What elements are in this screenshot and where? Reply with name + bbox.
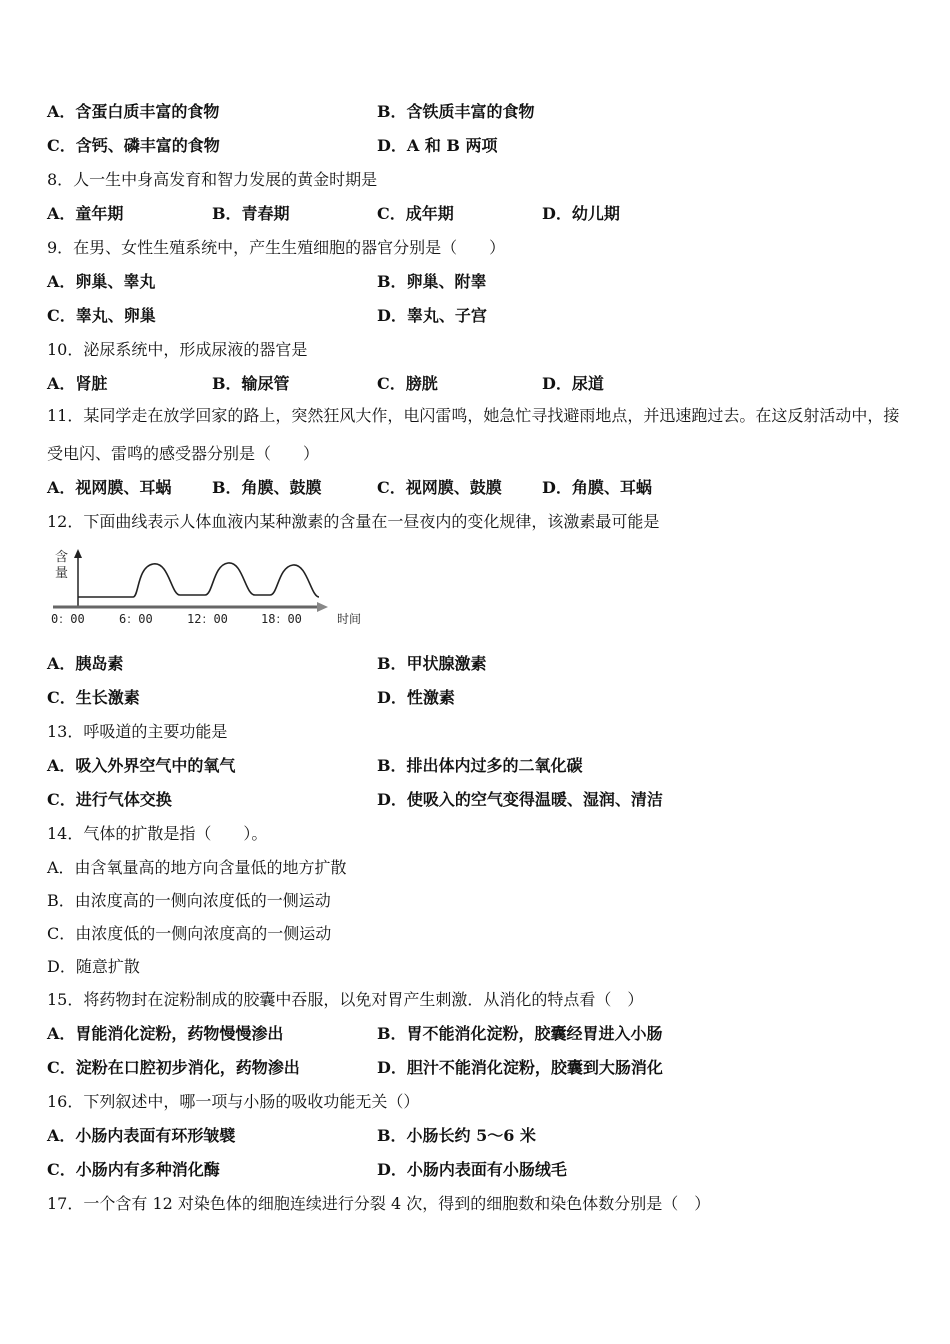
- y-axis-arrow: [74, 549, 82, 558]
- q9-option-c: C．睾丸、卵巢: [47, 306, 156, 325]
- q8-option-c: C．成年期: [377, 204, 454, 223]
- q11-stem: 11．某同学走在放学回家的路上，突然狂风大作，电闪雷鸣，她急忙寻找避雨地点，并迅速跑过去。在这反射活动中，接受电闪、雷鸣的感受器分别是（ ）: [47, 406, 900, 463]
- q9-stem: 9．在男、女性生殖系统中，产生生殖细胞的器官分别是（ ）: [47, 238, 506, 257]
- q7-option-d: D．A 和 B 两项: [377, 136, 498, 155]
- q14-option-b: B．由浓度高的一侧向浓度低的一侧运动: [47, 891, 331, 910]
- q8-option-a: A．童年期: [47, 204, 124, 223]
- q16-option-a: A．小肠内表面有环形皱襞: [47, 1126, 236, 1145]
- x-tick-0: 0：00: [51, 612, 85, 626]
- q13-option-a: A．吸入外界空气中的氧气: [47, 756, 236, 775]
- q11-option-a: A．视网膜、耳蜗: [47, 478, 172, 497]
- q14-option-d: D．随意扩散: [47, 957, 140, 976]
- hormone-curve: [78, 563, 319, 597]
- q13-option-c: C．进行气体交换: [47, 790, 172, 809]
- x-axis-arrow: [317, 602, 328, 612]
- q9-option-b: B．卵巢、附睾: [377, 272, 487, 291]
- q10-stem: 10．泌尿系统中，形成尿液的器官是: [47, 340, 308, 359]
- q15-option-a: A．胃能消化淀粉，药物慢慢渗出: [47, 1024, 284, 1043]
- q11-option-c: C．视网膜、鼓膜: [377, 478, 502, 497]
- q12-option-a: A．胰岛素: [47, 654, 124, 673]
- q12-option-c: C．生长激素: [47, 688, 140, 707]
- q13-option-b: B．排出体内过多的二氧化碳: [377, 756, 583, 775]
- q12-stem: 12．下面曲线表示人体血液内某种激素的含量在一昼夜内的变化规律，该激素最可能是: [47, 512, 660, 531]
- x-label: 时间: [337, 612, 362, 626]
- q17-stem: 17．一个含有 12 对染色体的细胞连续进行分裂 4 次，得到的细胞数和染色体数分别是（ ）: [47, 1194, 711, 1213]
- q11-option-b: B．角膜、鼓膜: [212, 478, 322, 497]
- q14-stem: 14．气体的扩散是指（ ）。: [47, 824, 268, 843]
- q12-option-b: B．甲状腺激素: [377, 654, 487, 673]
- q11-option-d: D．角膜、耳蜗: [542, 478, 652, 497]
- q10-option-c: C．膀胱: [377, 374, 438, 393]
- q10-option-a: A．肾脏: [47, 374, 108, 393]
- q13-stem: 13．呼吸道的主要功能是: [47, 722, 228, 741]
- q7-option-c: C．含钙、磷丰富的食物: [47, 136, 220, 155]
- q16-option-b: B．小肠长约 5～6 米: [377, 1126, 536, 1145]
- q8-stem: 8．人一生中身高发育和智力发展的黄金时期是: [47, 170, 378, 189]
- y-label-1: 含: [55, 550, 69, 565]
- q15-option-b: B．胃不能消化淀粉，胶囊经胃进入小肠: [377, 1024, 663, 1043]
- hormone-curve-figure: [45, 545, 385, 635]
- q16-stem: 16．下列叙述中，哪一项与小肠的吸收功能无关（）: [47, 1092, 420, 1111]
- x-tick-12: 12：00: [187, 612, 228, 626]
- q7-option-b: B．含铁质丰富的食物: [377, 102, 535, 121]
- q16-option-d: D．小肠内表面有小肠绒毛: [377, 1160, 567, 1179]
- q15-option-d: D．胆汁不能消化淀粉，胶囊到大肠消化: [377, 1058, 663, 1077]
- q16-option-c: C．小肠内有多种消化酶: [47, 1160, 220, 1179]
- x-tick-18: 18：00: [261, 612, 302, 626]
- q15-stem: 15．将药物封在淀粉制成的胶囊中吞服，以免对胃产生刺激．从消化的特点看（ ）: [47, 990, 644, 1009]
- q14-option-c: C．由浓度低的一侧向浓度高的一侧运动: [47, 924, 332, 943]
- q13-option-d: D．使吸入的空气变得温暖、湿润、清洁: [377, 790, 663, 809]
- q7-option-a: A．含蛋白质丰富的食物: [47, 102, 220, 121]
- x-tick-6: 6：00: [119, 612, 153, 626]
- q8-option-d: D．幼儿期: [542, 204, 620, 223]
- q12-option-d: D．性激素: [377, 688, 455, 707]
- q9-option-a: A．卵巢、睾丸: [47, 272, 156, 291]
- y-label-2: 量: [55, 566, 69, 581]
- q10-option-b: B．输尿管: [212, 374, 290, 393]
- q14-option-a: A．由含氧量高的地方向含量低的地方扩散: [47, 858, 347, 877]
- q10-option-d: D．尿道: [542, 374, 604, 393]
- q8-option-b: B．青春期: [212, 204, 290, 223]
- q9-option-d: D．睾丸、子宫: [377, 306, 487, 325]
- q15-option-c: C．淀粉在口腔初步消化，药物渗出: [47, 1058, 300, 1077]
